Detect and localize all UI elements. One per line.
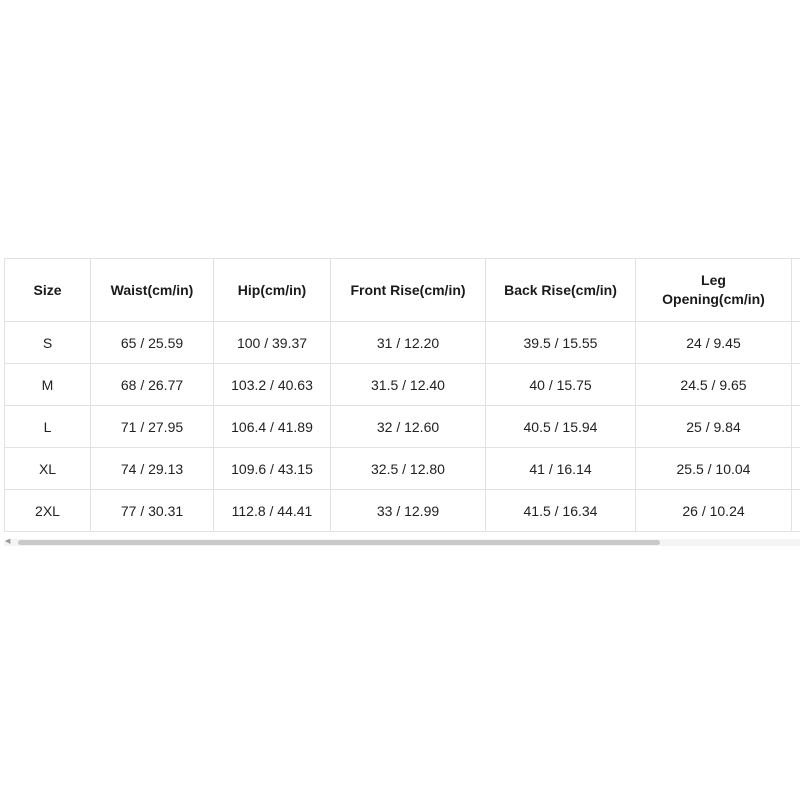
- column-header-extra: [792, 259, 800, 322]
- column-header-back-rise: Back Rise(cm/in): [486, 259, 636, 322]
- cell-hip: 103.2 / 40.63: [214, 364, 331, 406]
- cell-extra: [792, 490, 800, 532]
- horizontal-scrollbar[interactable]: [4, 539, 800, 546]
- cell-front-rise: 31 / 12.20: [331, 322, 486, 364]
- cell-back-rise: 39.5 / 15.55: [486, 322, 636, 364]
- cell-back-rise: 40 / 15.75: [486, 364, 636, 406]
- column-header-front-rise: Front Rise(cm/in): [331, 259, 486, 322]
- cell-back-rise: 41.5 / 16.34: [486, 490, 636, 532]
- cell-size: L: [5, 406, 91, 448]
- cell-extra: [792, 322, 800, 364]
- cell-extra: [792, 364, 800, 406]
- cell-size: 2XL: [5, 490, 91, 532]
- cell-leg-opening: 26 / 10.24: [636, 490, 792, 532]
- size-chart-table: [4, 258, 800, 532]
- cell-leg-opening: 25 / 9.84: [636, 406, 792, 448]
- scrollbar-thumb[interactable]: [18, 540, 660, 545]
- table-row: [5, 364, 800, 406]
- table-row: [5, 406, 800, 448]
- cell-back-rise: 40.5 / 15.94: [486, 406, 636, 448]
- cell-hip: 106.4 / 41.89: [214, 406, 331, 448]
- column-header-size: Size: [5, 259, 91, 322]
- cell-waist: 71 / 27.95: [91, 406, 214, 448]
- cell-leg-opening: 24.5 / 9.65: [636, 364, 792, 406]
- cell-extra: [792, 448, 800, 490]
- table-row: [5, 322, 800, 364]
- cell-hip: 112.8 / 44.41: [214, 490, 331, 532]
- cell-waist: 77 / 30.31: [91, 490, 214, 532]
- cell-front-rise: 32 / 12.60: [331, 406, 486, 448]
- table-row: [5, 490, 800, 532]
- column-header-leg-opening: Leg Opening(cm/in): [636, 259, 792, 322]
- triangle-left-icon[interactable]: ◀: [5, 538, 11, 545]
- cell-waist: 65 / 25.59: [91, 322, 214, 364]
- cell-extra: [792, 406, 800, 448]
- cell-size: S: [5, 322, 91, 364]
- column-header-waist: Waist(cm/in): [91, 259, 214, 322]
- column-header-hip: Hip(cm/in): [214, 259, 331, 322]
- cell-front-rise: 33 / 12.99: [331, 490, 486, 532]
- cell-front-rise: 31.5 / 12.40: [331, 364, 486, 406]
- table-scroll-area[interactable]: [4, 258, 800, 538]
- cell-back-rise: 41 / 16.14: [486, 448, 636, 490]
- cell-leg-opening: 25.5 / 10.04: [636, 448, 792, 490]
- cell-size: M: [5, 364, 91, 406]
- header-row: [5, 259, 800, 322]
- cell-hip: 100 / 39.37: [214, 322, 331, 364]
- cell-waist: 68 / 26.77: [91, 364, 214, 406]
- cell-front-rise: 32.5 / 12.80: [331, 448, 486, 490]
- cell-size: XL: [5, 448, 91, 490]
- cell-waist: 74 / 29.13: [91, 448, 214, 490]
- table-row: [5, 448, 800, 490]
- size-chart-panel: [4, 258, 800, 548]
- cell-hip: 109.6 / 43.15: [214, 448, 331, 490]
- cell-leg-opening: 24 / 9.45: [636, 322, 792, 364]
